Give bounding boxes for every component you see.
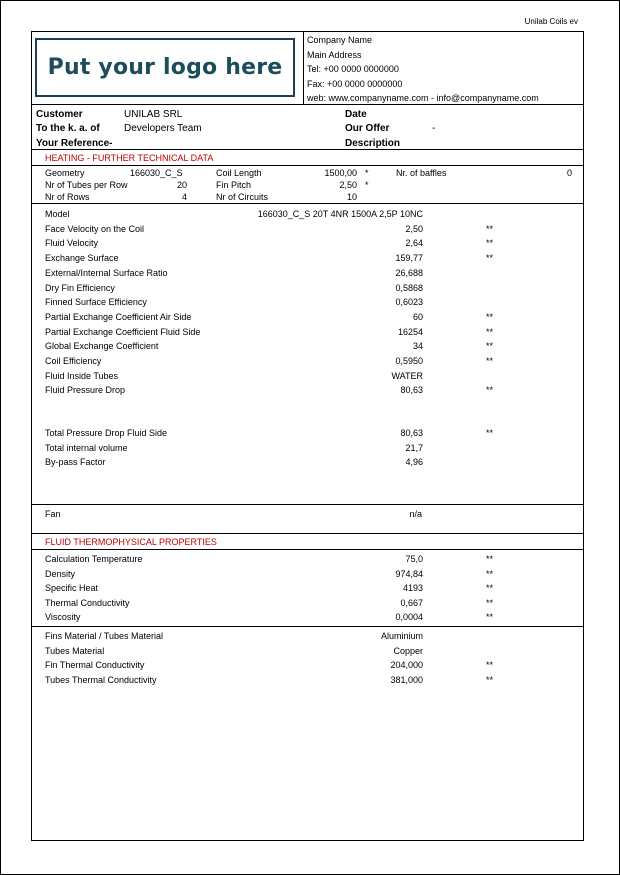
row-label: Viscosity (45, 612, 81, 623)
row-value: Aluminium (380, 631, 423, 641)
coil-length-value: 1500,00 (324, 168, 357, 178)
row-note-marker: ** (486, 554, 494, 564)
row-note-marker: ** (486, 356, 494, 366)
rows-label: Nr of Rows (45, 192, 90, 202)
offer-value: - (432, 123, 436, 134)
row-value: 974,84 (395, 568, 423, 579)
row-label: Dry Fin Efficiency (45, 282, 115, 293)
baffles-label: Nr. of baffles (396, 168, 447, 178)
row-note-marker: ** (486, 597, 494, 608)
divider (32, 533, 583, 534)
row-value: 75,0 (405, 554, 423, 564)
fin-pitch-label: Fin Pitch (216, 180, 252, 190)
row-label: Partial Exchange Coefficient Air Side (45, 311, 192, 322)
row-note-marker: ** (486, 612, 494, 623)
row-label: Fluid Velocity (45, 238, 99, 249)
row-label: Global Exchange Coefficient (45, 341, 159, 352)
row-value: 0,667 (400, 597, 423, 608)
row-value: 4193 (402, 583, 423, 594)
coil-length-marker: * (365, 168, 369, 178)
ka-label: To the k. a. of (36, 123, 100, 134)
row-note-marker: ** (486, 660, 494, 671)
row-label: Face Velocity on the Coil (45, 223, 145, 234)
geometry-label: Geometry (45, 168, 85, 178)
divider (32, 504, 583, 505)
row-value: 0,6023 (395, 297, 423, 308)
row-value: Copper (393, 645, 423, 656)
row-label: By-pass Factor (45, 457, 106, 468)
row-label: Exchange Surface (45, 253, 119, 264)
company-tel: Tel: +00 0000 0000000 (307, 64, 399, 74)
row-label: Model (45, 209, 70, 219)
document-header-label: Unilab Coils ev (524, 17, 578, 26)
row-note-marker: ** (486, 311, 494, 322)
company-address: Main Address (307, 49, 362, 60)
customer-value: UNILAB SRL (124, 109, 183, 120)
customer-label: Customer (36, 109, 83, 120)
circuits-value: 10 (346, 192, 357, 202)
row-value: 60 (412, 311, 423, 322)
divider (32, 203, 583, 204)
row-value: 0,0004 (395, 612, 423, 623)
row-label: Calculation Temperature (45, 554, 143, 564)
row-value: 204,000 (390, 660, 423, 671)
row-value: 159,77 (395, 253, 423, 264)
row-value: 16254 (397, 326, 423, 337)
circuits-label: Nr of Circuits (216, 192, 269, 202)
datasheet (31, 31, 584, 841)
row-value: 2,50 (405, 223, 423, 234)
header-divider (303, 32, 304, 104)
description-label: Description (345, 138, 401, 149)
row-label: Total internal volume (45, 442, 128, 453)
reference-label: Your Reference- (36, 138, 113, 149)
offer-label: Our Offer (345, 123, 390, 134)
company-web: web: www.companyname.com - info@companyname.com (307, 93, 539, 103)
row-label: Fin Thermal Conductivity (45, 660, 145, 671)
row-value: 2,64 (405, 238, 423, 249)
row-label: Fluid Inside Tubes (45, 370, 119, 381)
company-name: Company Name (307, 35, 373, 45)
row-label: Fluid Pressure Drop (45, 385, 126, 396)
divider (32, 104, 583, 105)
row-label: Thermal Conductivity (45, 597, 130, 608)
heating-section-title: HEATING - FURTHER TECHNICAL DATA (45, 153, 214, 163)
row-note-marker: ** (486, 428, 494, 438)
row-label: Tubes Material (45, 645, 105, 656)
fan-value: n/a (409, 509, 422, 519)
row-note-marker: ** (486, 583, 494, 594)
row-label: Fins Material / Tubes Material (45, 631, 164, 641)
fluid-section-title: FLUID THERMOPHYSICAL PROPERTIES (45, 537, 217, 547)
row-value: 0,5950 (395, 356, 423, 366)
row-value: 26,688 (395, 267, 423, 278)
row-value: 21,7 (405, 442, 423, 453)
row-note-marker: ** (486, 238, 494, 249)
row-label: Specific Heat (45, 583, 99, 594)
rows-value: 4 (181, 192, 187, 202)
row-label: Density (45, 568, 76, 579)
divider (32, 549, 583, 550)
row-note-marker: ** (486, 341, 494, 352)
row-note-marker: ** (486, 326, 494, 337)
row-value: 80,63 (400, 385, 423, 396)
row-label: External/Internal Surface Ratio (45, 267, 168, 278)
row-note-marker: ** (486, 674, 494, 685)
row-label: Coil Efficiency (45, 356, 102, 366)
row-value: 0,5868 (395, 282, 423, 293)
company-info (307, 33, 539, 106)
fin-pitch-marker: * (365, 180, 369, 190)
geometry-value: 166030_C_S (130, 168, 183, 178)
row-label: Tubes Thermal Conductivity (45, 674, 157, 685)
baffles-value: 0 (566, 168, 572, 178)
logo-text: Put your logo here (47, 55, 283, 80)
row-label: Partial Exchange Coefficient Fluid Side (45, 326, 201, 337)
company-fax: Fax: +00 0000 0000000 (307, 78, 403, 89)
row-note-marker: ** (486, 568, 494, 579)
row-label: Total Pressure Drop Fluid Side (45, 428, 168, 438)
row-value: 4,96 (405, 457, 423, 468)
row-value: WATER (391, 370, 423, 381)
date-label: Date (345, 109, 367, 120)
coil-length-label: Coil Length (216, 168, 262, 178)
row-note-marker: ** (486, 223, 494, 234)
row-value: 34 (412, 341, 423, 352)
row-label: Finned Surface Efficiency (45, 297, 147, 308)
fin-pitch-value: 2,50 (339, 180, 357, 190)
row-note-marker: ** (486, 253, 494, 264)
divider (32, 149, 583, 150)
row-value: 80,63 (400, 428, 423, 438)
row-value: 166030_C_S 20T 4NR 1500A 2,5P 10NC (257, 209, 423, 219)
row-note-marker: ** (486, 385, 494, 396)
logo-placeholder (35, 38, 295, 97)
row-value: 381,000 (390, 674, 423, 685)
ka-value: Developers Team (124, 123, 202, 134)
divider (32, 165, 583, 166)
fan-label: Fan (45, 509, 61, 519)
divider (32, 626, 583, 627)
tubes-per-row-value: 20 (176, 180, 187, 190)
tubes-per-row-label: Nr of Tubes per Row (45, 180, 128, 190)
